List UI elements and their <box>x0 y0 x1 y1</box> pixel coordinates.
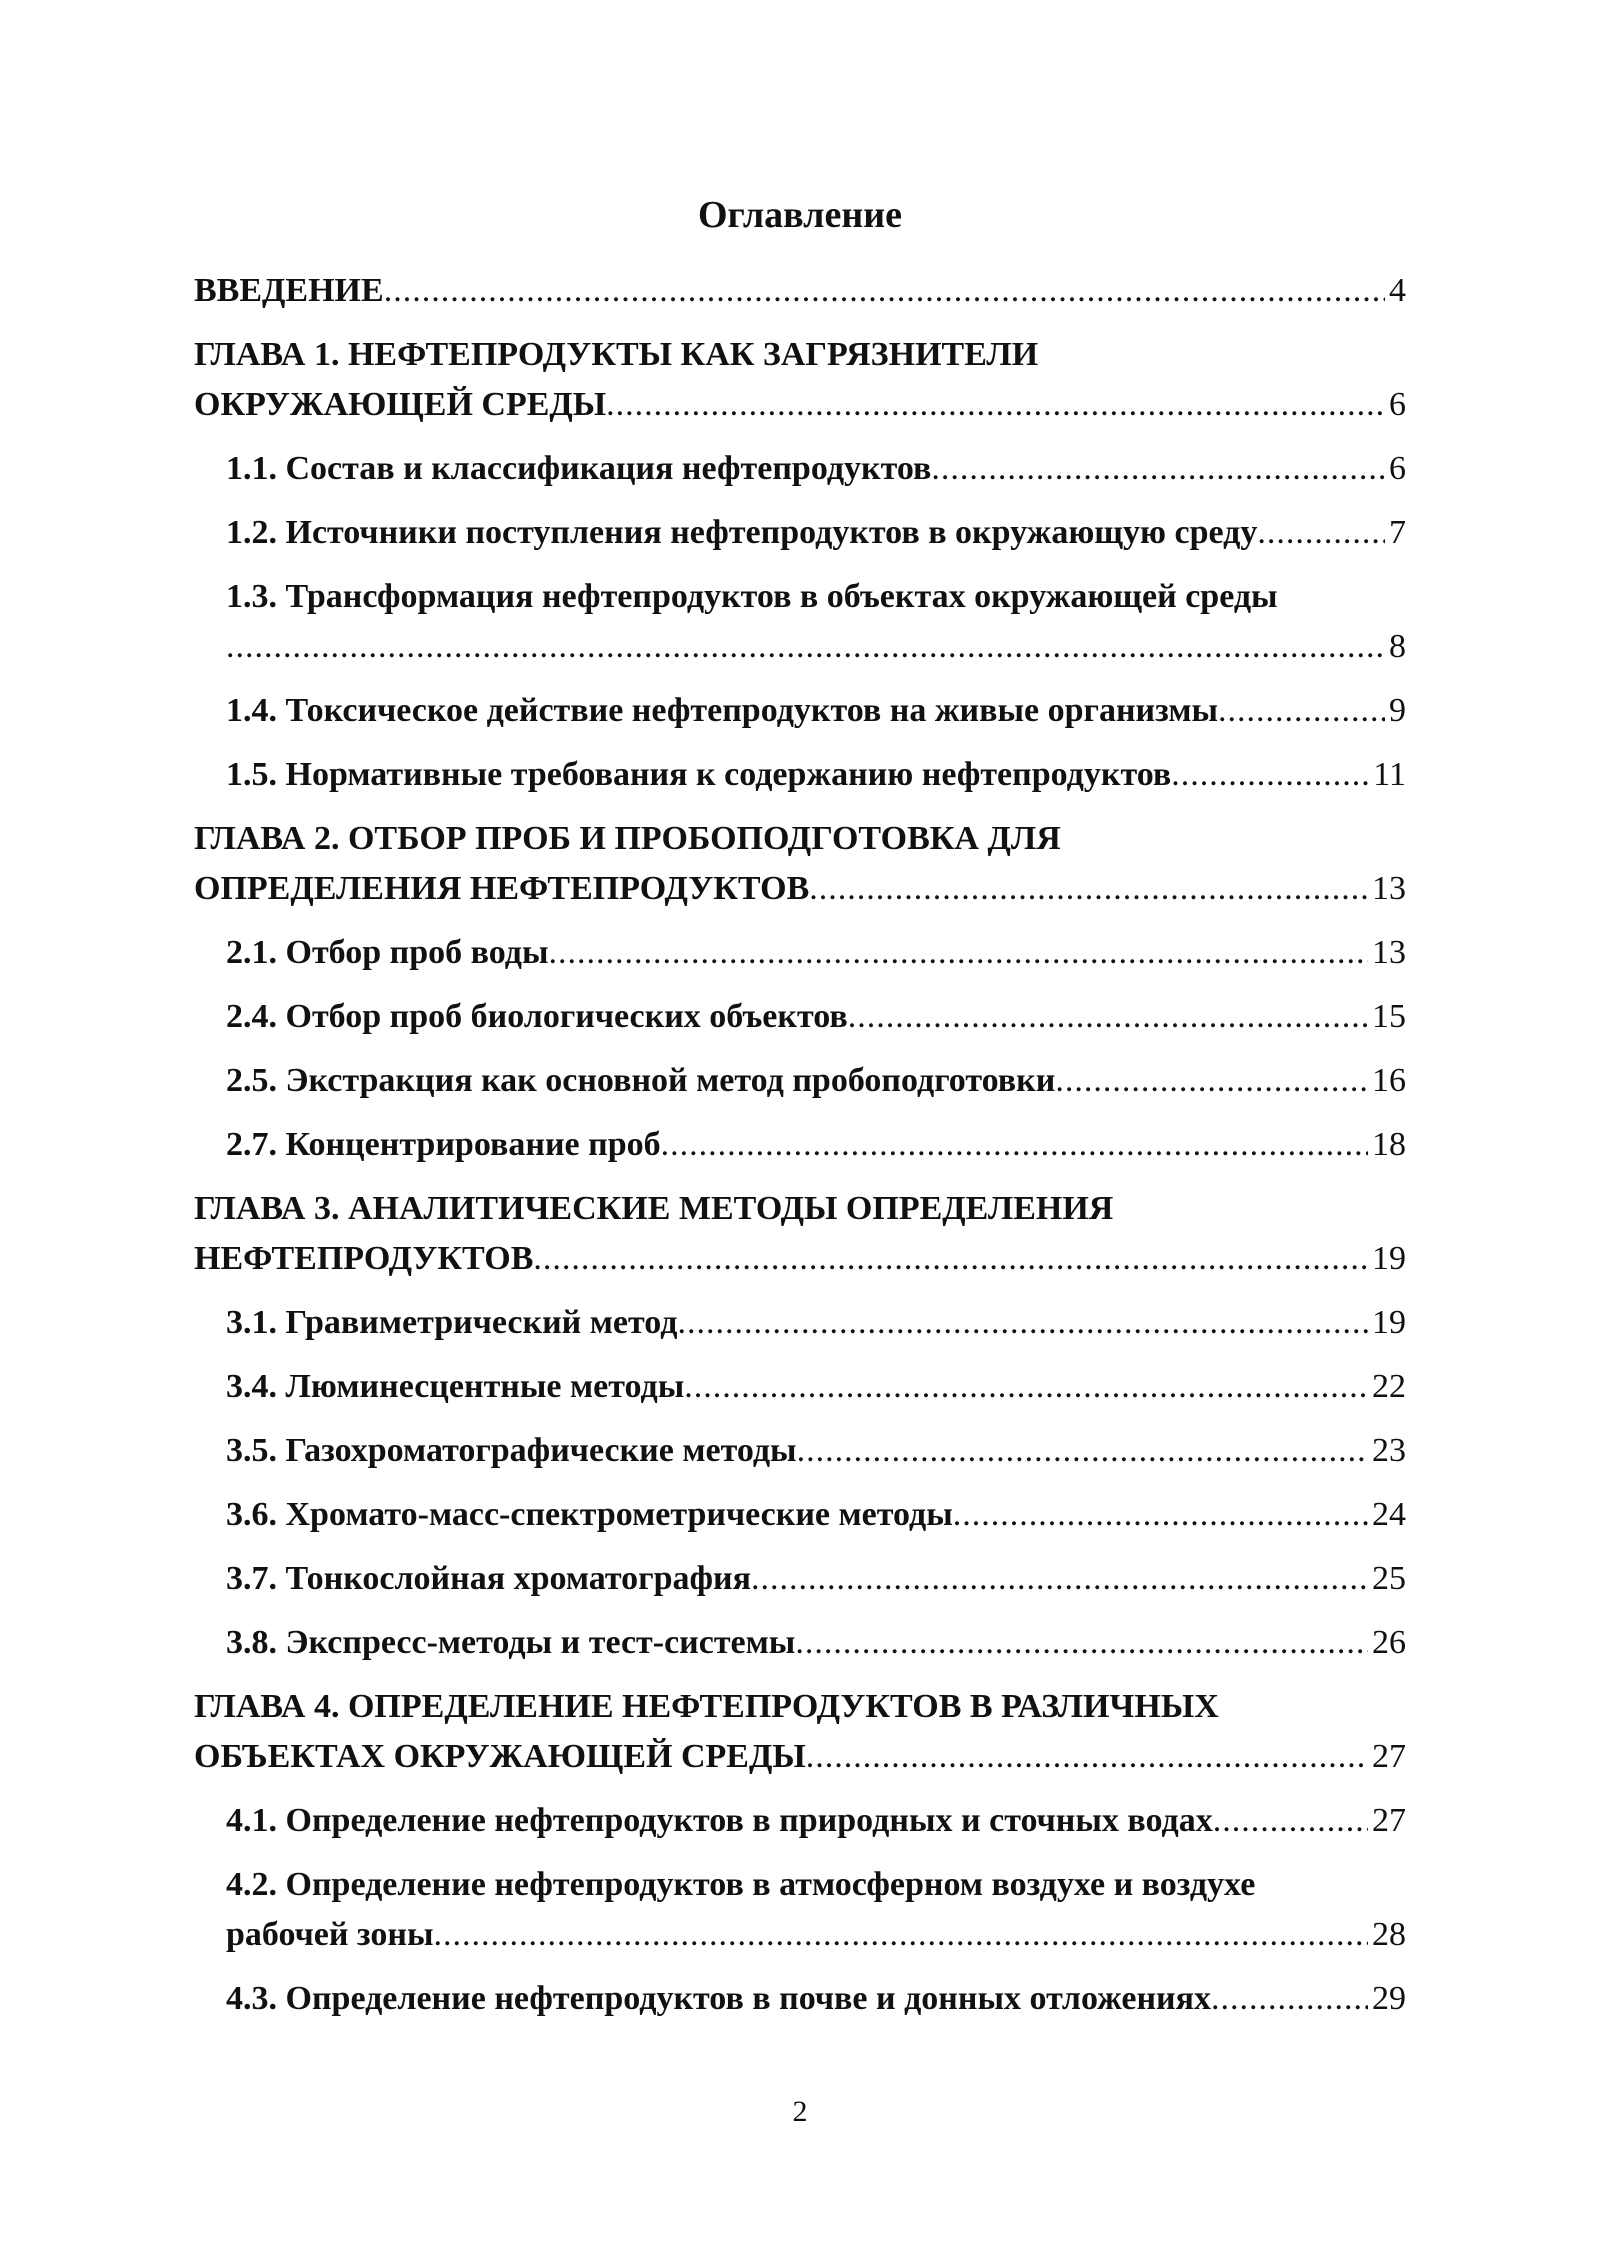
toc-entry-chapter-3[interactable] <box>194 1184 1406 1284</box>
toc-entry-text: 1.1. Состав и классификация нефтепродуктов <box>226 450 932 487</box>
toc-entry-text-line1: ГЛАВА 3. АНАЛИТИЧЕСКИЕ МЕТОДЫ ОПРЕДЕЛЕНИЯ <box>194 1190 1114 1227</box>
toc-entry-text: 2.7. Концентрирование проб <box>226 1126 661 1163</box>
toc-page-number: 19 <box>1372 1304 1406 1341</box>
toc-page-number: 4 <box>1389 272 1406 309</box>
toc-entry-introduction[interactable] <box>194 266 1406 316</box>
toc-page-number: 15 <box>1372 998 1406 1035</box>
toc-page-number: 27 <box>1372 1802 1406 1839</box>
toc-page-number: 18 <box>1372 1126 1406 1163</box>
toc-entry-text: 4.3. Определение нефтепродуктов в почве и донных отложениях <box>226 1980 1212 2017</box>
toc-page-number: 9 <box>1389 692 1406 729</box>
toc-page-number: 6 <box>1389 386 1406 423</box>
toc-entry-section-1-5[interactable] <box>194 750 1406 800</box>
toc-entry-section-3-6[interactable] <box>194 1490 1406 1540</box>
toc-entry-text: ВВЕДЕНИЕ <box>194 272 384 309</box>
toc-entry-section-4-3[interactable] <box>194 1974 1406 2024</box>
toc-entry-text: 3.8. Экспресс-методы и тест-системы <box>226 1624 796 1661</box>
dot-leader <box>384 266 1385 316</box>
toc-entry-text-line1: ГЛАВА 4. ОПРЕДЕЛЕНИЕ НЕФТЕПРОДУКТОВ В РАЗЛИЧНЫХ <box>194 1688 1219 1725</box>
toc-page-number: 29 <box>1372 1980 1406 2017</box>
dot-leader <box>1055 1056 1368 1106</box>
toc-entry-section-4-2[interactable] <box>194 1860 1406 1960</box>
toc-entry-section-2-1[interactable] <box>194 928 1406 978</box>
toc-entry-text: 3.1. Гравиметрический метод <box>226 1304 678 1341</box>
toc-page-number: 7 <box>1389 514 1406 551</box>
toc-entry-text: ОБЪЕКТАХ ОКРУЖАЮЩЕЙ СРЕДЫ <box>194 1738 806 1775</box>
dot-leader <box>1257 508 1385 558</box>
toc-entry-text: 3.7. Тонкослойная хроматография <box>226 1560 752 1597</box>
toc-entry-text: 2.5. Экстракция как основной метод пробоподготовки <box>226 1062 1056 1099</box>
dot-leader <box>751 1554 1368 1604</box>
dot-leader <box>953 1490 1368 1540</box>
toc-entry-text: 2.1. Отбор проб воды <box>226 934 549 971</box>
dot-leader <box>549 928 1368 978</box>
toc-entry-section-3-4[interactable] <box>194 1362 1406 1412</box>
toc-entry-section-3-7[interactable] <box>194 1554 1406 1604</box>
toc-page-number: 13 <box>1372 870 1406 907</box>
toc-entry-text: 4.1. Определение нефтепродуктов в природных и сточных водах <box>226 1802 1213 1839</box>
toc-entry-section-3-5[interactable] <box>194 1426 1406 1476</box>
toc-entry-text-line1: ГЛАВА 1. НЕФТЕПРОДУКТЫ КАК ЗАГРЯЗНИТЕЛИ <box>194 336 1039 373</box>
toc-entry-section-1-2[interactable] <box>194 508 1406 558</box>
toc-page-number: 6 <box>1389 450 1406 487</box>
toc-entry-text-line1: 1.3. Трансформация нефтепродуктов в объектах окружающей среды <box>226 578 1278 615</box>
toc-entry-text: 1.5. Нормативные требования к содержанию нефтепродуктов <box>226 756 1172 793</box>
dot-leader <box>1211 1974 1368 2024</box>
toc-entry-chapter-4[interactable] <box>194 1682 1406 1782</box>
dot-leader <box>434 1910 1368 1960</box>
toc-page-number: 25 <box>1372 1560 1406 1597</box>
dot-leader <box>1218 686 1385 736</box>
toc-title: Оглавление <box>697 194 903 236</box>
toc-entry-chapter-1[interactable] <box>194 330 1406 430</box>
toc-entry-text: 3.6. Хромато-масс-спектрометрические методы <box>226 1496 953 1533</box>
toc-page-number: 26 <box>1372 1624 1406 1661</box>
toc-page-number: 8 <box>1389 628 1406 665</box>
toc-page-number: 16 <box>1372 1062 1406 1099</box>
toc-entry-text: 1.4. Токсическое действие нефтепродуктов на живые организмы <box>226 692 1219 729</box>
toc-entry-section-1-3[interactable] <box>194 572 1406 672</box>
dot-leader <box>848 992 1368 1042</box>
dot-leader <box>809 864 1368 914</box>
toc-entry-text: 2.4. Отбор проб биологических объектов <box>226 998 848 1035</box>
toc-entry-section-3-1[interactable] <box>194 1298 1406 1348</box>
toc-entry-text: ОПРЕДЕЛЕНИЯ НЕФТЕПРОДУКТОВ <box>194 870 810 907</box>
dot-leader <box>931 444 1385 494</box>
toc-entry-section-2-7[interactable] <box>194 1120 1406 1170</box>
dot-leader <box>806 1732 1368 1782</box>
toc-page-number: 28 <box>1372 1916 1406 1953</box>
toc-entry-text: НЕФТЕПРОДУКТОВ <box>194 1240 534 1277</box>
dot-leader <box>226 622 1385 672</box>
toc-page-number: 19 <box>1372 1240 1406 1277</box>
dot-leader <box>684 1362 1368 1412</box>
dot-leader <box>661 1120 1368 1170</box>
toc-entry-chapter-2[interactable] <box>194 814 1406 914</box>
toc-entry-text: рабочей зоны <box>226 1916 434 1953</box>
toc-entry-section-3-8[interactable] <box>194 1618 1406 1668</box>
toc-page-number: 22 <box>1372 1368 1406 1405</box>
dot-leader <box>795 1618 1368 1668</box>
dot-leader <box>1213 1796 1368 1846</box>
toc-entry-section-1-1[interactable] <box>194 444 1406 494</box>
toc-entry-text-line1: ГЛАВА 2. ОТБОР ПРОБ И ПРОБОПОДГОТОВКА ДЛЯ <box>194 820 1061 857</box>
toc-page-number: 27 <box>1372 1738 1406 1775</box>
dot-leader <box>533 1234 1368 1284</box>
table-of-contents <box>194 266 1406 2038</box>
toc-entry-text: 3.4. Люминесцентные методы <box>226 1368 685 1405</box>
toc-entry-text: ОКРУЖАЮЩЕЙ СРЕДЫ <box>194 386 607 423</box>
toc-entry-text-line1: 4.2. Определение нефтепродуктов в атмосферном воздухе и воздухе <box>226 1866 1256 1903</box>
toc-entry-section-2-5[interactable] <box>194 1056 1406 1106</box>
toc-entry-section-1-4[interactable] <box>194 686 1406 736</box>
dot-leader <box>606 380 1385 430</box>
toc-entry-text: 1.2. Источники поступления нефтепродуктов в окружающую среду <box>226 514 1258 551</box>
toc-entry-section-2-4[interactable] <box>194 992 1406 1042</box>
dot-leader <box>797 1426 1368 1476</box>
dot-leader <box>1171 750 1369 800</box>
toc-page-number: 13 <box>1372 934 1406 971</box>
dot-leader <box>677 1298 1368 1348</box>
toc-entry-text: 3.5. Газохроматографические методы <box>226 1432 797 1469</box>
toc-entry-section-4-1[interactable] <box>194 1796 1406 1846</box>
toc-page-number: 23 <box>1372 1432 1406 1469</box>
toc-page-number: 11 <box>1373 756 1406 793</box>
toc-page-number: 24 <box>1372 1496 1406 1533</box>
page-footer-number: 2 <box>792 2095 808 2128</box>
